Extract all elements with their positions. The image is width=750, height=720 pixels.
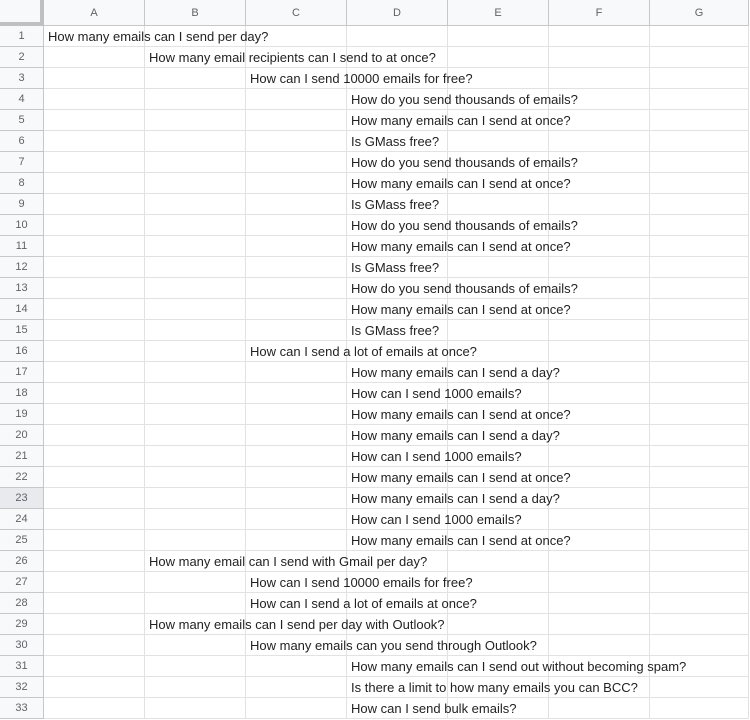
table-row	[0, 47, 750, 68]
row-header[interactable]: 9	[0, 194, 44, 215]
cell-text: How many emails can I send at once?	[351, 533, 571, 548]
cell-c[interactable]	[246, 362, 347, 383]
cell-b[interactable]	[145, 131, 246, 152]
cell-a[interactable]	[44, 173, 145, 194]
cell-b[interactable]	[145, 593, 246, 614]
cell-text: How can I send 10000 emails for free?	[250, 71, 473, 86]
row-cells	[44, 68, 750, 89]
cell-f[interactable]	[549, 131, 650, 152]
cell-b[interactable]	[145, 446, 246, 467]
column-header-row	[0, 0, 750, 26]
cell-c[interactable]	[246, 89, 347, 110]
cell-a[interactable]	[44, 362, 145, 383]
cell-c[interactable]	[246, 698, 347, 719]
cell-g[interactable]	[650, 362, 749, 383]
cell-a[interactable]	[44, 110, 145, 131]
row-cells	[44, 383, 750, 404]
cell-g[interactable]	[650, 215, 749, 236]
cell-a[interactable]	[44, 131, 145, 152]
column-header-d[interactable]: D	[347, 0, 448, 26]
row-header[interactable]: 20	[0, 425, 44, 446]
column-header-c[interactable]: C	[246, 0, 347, 26]
cell-a[interactable]	[44, 677, 145, 698]
table-row	[0, 467, 750, 488]
cell-e[interactable]	[448, 257, 549, 278]
cell-f[interactable]	[549, 614, 650, 635]
row-header[interactable]: 11	[0, 236, 44, 257]
cell-c[interactable]	[246, 257, 347, 278]
row-header[interactable]: 22	[0, 467, 44, 488]
cell-b[interactable]	[145, 677, 246, 698]
cell-text: How do you send thousands of emails?	[351, 92, 578, 107]
cell-text: How do you send thousands of emails?	[351, 218, 578, 233]
cell-text: How can I send 1000 emails?	[351, 449, 522, 464]
cell-b[interactable]	[145, 194, 246, 215]
cell-f[interactable]	[549, 593, 650, 614]
cell-g[interactable]	[650, 173, 749, 194]
cell-text: How many emails can I send a day?	[351, 491, 560, 506]
cell-text: How can I send a lot of emails at once?	[250, 596, 477, 611]
cell-b[interactable]	[145, 152, 246, 173]
cell-g[interactable]	[650, 593, 749, 614]
cell-f[interactable]	[549, 320, 650, 341]
cell-c[interactable]	[246, 236, 347, 257]
row-cells	[44, 341, 750, 362]
cell-b[interactable]	[145, 299, 246, 320]
row-header[interactable]: 21	[0, 446, 44, 467]
cell-b[interactable]	[145, 530, 246, 551]
table-row	[0, 446, 750, 467]
cell-f[interactable]	[549, 194, 650, 215]
table-row	[0, 425, 750, 446]
cell-g[interactable]	[650, 467, 749, 488]
cell-f[interactable]	[549, 572, 650, 593]
cell-g[interactable]	[650, 572, 749, 593]
table-row	[0, 131, 750, 152]
row-header[interactable]: 32	[0, 677, 44, 698]
cell-b[interactable]	[145, 635, 246, 656]
table-row	[0, 89, 750, 110]
cell-c[interactable]	[246, 131, 347, 152]
table-row	[0, 488, 750, 509]
row-cells	[44, 509, 750, 530]
table-row	[0, 173, 750, 194]
cell-a[interactable]	[44, 593, 145, 614]
cell-c[interactable]	[246, 173, 347, 194]
cell-b[interactable]	[145, 257, 246, 278]
cell-g[interactable]	[650, 299, 749, 320]
cell-a[interactable]	[44, 236, 145, 257]
row-header[interactable]: 10	[0, 215, 44, 236]
row-header[interactable]: 4	[0, 89, 44, 110]
cell-g[interactable]	[650, 488, 749, 509]
cell-f[interactable]	[549, 47, 650, 68]
row-cells	[44, 236, 750, 257]
row-header[interactable]: 13	[0, 278, 44, 299]
cell-f[interactable]	[549, 551, 650, 572]
row-header[interactable]: 6	[0, 131, 44, 152]
cell-a[interactable]	[44, 47, 145, 68]
table-row	[0, 341, 750, 362]
table-row	[0, 278, 750, 299]
cell-a[interactable]	[44, 404, 145, 425]
cell-text: How can I send a lot of emails at once?	[250, 344, 477, 359]
cell-g[interactable]	[650, 152, 749, 173]
cell-f[interactable]	[549, 509, 650, 530]
cell-g[interactable]	[650, 320, 749, 341]
row-cells	[44, 194, 750, 215]
row-cells	[44, 551, 750, 572]
cell-b[interactable]	[145, 215, 246, 236]
table-row	[0, 299, 750, 320]
cell-e[interactable]	[448, 47, 549, 68]
cell-b[interactable]	[145, 341, 246, 362]
cell-b[interactable]	[145, 362, 246, 383]
table-row	[0, 362, 750, 383]
row-header[interactable]: 17	[0, 362, 44, 383]
cell-text: How many emails can I send at once?	[351, 176, 571, 191]
cell-g[interactable]	[650, 68, 749, 89]
cell-f[interactable]	[549, 257, 650, 278]
cell-text: How many emails can I send at once?	[351, 470, 571, 485]
row-cells	[44, 47, 750, 68]
cell-e[interactable]	[448, 551, 549, 572]
cell-e[interactable]	[448, 131, 549, 152]
cell-e[interactable]	[448, 194, 549, 215]
column-header-g[interactable]: G	[650, 0, 749, 26]
cell-g[interactable]	[650, 698, 749, 719]
table-row	[0, 530, 750, 551]
grid-body	[0, 26, 750, 719]
row-header[interactable]: 7	[0, 152, 44, 173]
cell-b[interactable]	[145, 383, 246, 404]
cell-b[interactable]	[145, 110, 246, 131]
cell-e[interactable]	[448, 320, 549, 341]
cell-text: How many emails can I send out without becoming spam?	[351, 659, 687, 674]
cell-text: Is GMass free?	[351, 197, 440, 212]
cell-g[interactable]	[650, 236, 749, 257]
cell-c[interactable]	[246, 677, 347, 698]
table-row	[0, 110, 750, 131]
row-header[interactable]: 18	[0, 383, 44, 404]
cell-text: Is there a limit to how many emails you can BCC?	[351, 680, 638, 695]
row-cells	[44, 677, 750, 698]
table-row	[0, 68, 750, 89]
column-header-f[interactable]: F	[549, 0, 650, 26]
row-header[interactable]: 14	[0, 299, 44, 320]
cell-g[interactable]	[650, 614, 749, 635]
row-cells	[44, 572, 750, 593]
row-cells	[44, 530, 750, 551]
table-row	[0, 509, 750, 530]
cell-a[interactable]	[44, 530, 145, 551]
row-cells	[44, 614, 750, 635]
cell-a[interactable]	[44, 299, 145, 320]
cell-c[interactable]	[246, 425, 347, 446]
row-cells	[44, 656, 750, 677]
cell-b[interactable]	[145, 467, 246, 488]
table-row	[0, 572, 750, 593]
cell-a[interactable]	[44, 152, 145, 173]
cell-g[interactable]	[650, 89, 749, 110]
cell-text: Is GMass free?	[351, 260, 440, 275]
cell-b[interactable]	[145, 404, 246, 425]
row-cells	[44, 110, 750, 131]
row-cells	[44, 299, 750, 320]
cell-a[interactable]	[44, 635, 145, 656]
cell-a[interactable]	[44, 215, 145, 236]
row-cells	[44, 26, 750, 47]
cell-text: How can I send 10000 emails for free?	[250, 575, 473, 590]
table-row	[0, 614, 750, 635]
row-header[interactable]: 27	[0, 572, 44, 593]
cell-a[interactable]	[44, 656, 145, 677]
cell-g[interactable]	[650, 551, 749, 572]
table-row	[0, 26, 750, 47]
cell-c[interactable]	[246, 299, 347, 320]
cell-a[interactable]	[44, 509, 145, 530]
cell-f[interactable]	[549, 341, 650, 362]
cell-b[interactable]	[145, 320, 246, 341]
cell-text: How many emails can I send a day?	[351, 365, 560, 380]
table-row	[0, 593, 750, 614]
row-header[interactable]: 1	[0, 26, 44, 47]
row-header[interactable]: 24	[0, 509, 44, 530]
cell-g[interactable]	[650, 635, 749, 656]
row-cells	[44, 488, 750, 509]
cell-c[interactable]	[246, 446, 347, 467]
table-row	[0, 656, 750, 677]
cell-b[interactable]	[145, 656, 246, 677]
cell-b[interactable]	[145, 572, 246, 593]
row-cells	[44, 635, 750, 656]
cell-b[interactable]	[145, 236, 246, 257]
cell-c[interactable]	[246, 404, 347, 425]
column-header-e[interactable]: E	[448, 0, 549, 26]
table-row	[0, 320, 750, 341]
table-row	[0, 194, 750, 215]
cell-g[interactable]	[650, 194, 749, 215]
table-row	[0, 698, 750, 719]
cell-text: How can I send 1000 emails?	[351, 512, 522, 527]
cell-b[interactable]	[145, 698, 246, 719]
cell-f[interactable]	[549, 488, 650, 509]
cell-e[interactable]	[448, 614, 549, 635]
cell-f[interactable]	[549, 446, 650, 467]
row-cells	[44, 215, 750, 236]
cell-text: How many emails can I send at once?	[351, 302, 571, 317]
cell-e[interactable]	[448, 26, 549, 47]
column-header-b[interactable]: B	[145, 0, 246, 26]
cell-f[interactable]	[549, 362, 650, 383]
cell-c[interactable]	[246, 530, 347, 551]
row-header[interactable]: 30	[0, 635, 44, 656]
cell-c[interactable]	[246, 278, 347, 299]
cell-text: Is GMass free?	[351, 323, 440, 338]
row-cells	[44, 467, 750, 488]
cell-g[interactable]	[650, 530, 749, 551]
table-row	[0, 383, 750, 404]
cell-c[interactable]	[246, 383, 347, 404]
table-row	[0, 257, 750, 278]
cell-a[interactable]	[44, 614, 145, 635]
cell-a[interactable]	[44, 488, 145, 509]
table-row	[0, 551, 750, 572]
row-header[interactable]: 23	[0, 488, 44, 509]
cell-text: Is GMass free?	[351, 134, 440, 149]
row-header[interactable]: 15	[0, 320, 44, 341]
cell-c[interactable]	[246, 467, 347, 488]
cell-c[interactable]	[246, 488, 347, 509]
cell-a[interactable]	[44, 572, 145, 593]
row-cells	[44, 593, 750, 614]
cell-text: How can I send 1000 emails?	[351, 386, 522, 401]
row-cells	[44, 404, 750, 425]
cell-text: How many emails can you send through Outlook?	[250, 638, 537, 653]
row-cells	[44, 131, 750, 152]
row-cells	[44, 320, 750, 341]
row-cells	[44, 278, 750, 299]
cell-c[interactable]	[246, 320, 347, 341]
cell-f[interactable]	[549, 383, 650, 404]
cell-g[interactable]	[650, 383, 749, 404]
row-cells	[44, 362, 750, 383]
row-cells	[44, 446, 750, 467]
row-header[interactable]: 5	[0, 110, 44, 131]
row-header[interactable]: 8	[0, 173, 44, 194]
cell-c[interactable]	[246, 509, 347, 530]
row-header[interactable]: 31	[0, 656, 44, 677]
cell-a[interactable]	[44, 257, 145, 278]
cell-c[interactable]	[246, 110, 347, 131]
cell-g[interactable]	[650, 47, 749, 68]
cell-c[interactable]	[246, 152, 347, 173]
cell-g[interactable]	[650, 425, 749, 446]
cell-a[interactable]	[44, 194, 145, 215]
cell-f[interactable]	[549, 26, 650, 47]
row-header[interactable]: 25	[0, 530, 44, 551]
cell-d[interactable]	[347, 26, 448, 47]
table-row	[0, 215, 750, 236]
row-cells	[44, 89, 750, 110]
row-cells	[44, 257, 750, 278]
cell-a[interactable]	[44, 446, 145, 467]
table-row	[0, 635, 750, 656]
row-header[interactable]: 26	[0, 551, 44, 572]
row-header[interactable]: 2	[0, 47, 44, 68]
row-header[interactable]: 19	[0, 404, 44, 425]
cell-f[interactable]	[549, 698, 650, 719]
cell-text: How many emails can I send at once?	[351, 239, 571, 254]
table-row	[0, 152, 750, 173]
cell-b[interactable]	[145, 509, 246, 530]
cell-g[interactable]	[650, 341, 749, 362]
cell-a[interactable]	[44, 698, 145, 719]
cell-a[interactable]	[44, 341, 145, 362]
cell-a[interactable]	[44, 551, 145, 572]
cell-g[interactable]	[650, 110, 749, 131]
cell-b[interactable]	[145, 425, 246, 446]
cell-f[interactable]	[549, 68, 650, 89]
cell-text: How do you send thousands of emails?	[351, 155, 578, 170]
cell-c[interactable]	[246, 656, 347, 677]
cell-g[interactable]	[650, 131, 749, 152]
row-header[interactable]: 28	[0, 593, 44, 614]
row-cells	[44, 152, 750, 173]
cell-g[interactable]	[650, 257, 749, 278]
row-cells	[44, 173, 750, 194]
cell-a[interactable]	[44, 425, 145, 446]
row-header[interactable]: 16	[0, 341, 44, 362]
table-row	[0, 236, 750, 257]
cell-g[interactable]	[650, 446, 749, 467]
row-cells	[44, 698, 750, 719]
cell-text: How many emails can I send per day?	[48, 29, 269, 44]
cell-text: How many emails can I send at once?	[351, 113, 571, 128]
select-all-corner[interactable]	[0, 0, 44, 26]
row-header[interactable]: 3	[0, 68, 44, 89]
cell-text: How many email recipients can I send to at once?	[149, 50, 436, 65]
cell-b[interactable]	[145, 488, 246, 509]
cell-a[interactable]	[44, 467, 145, 488]
cell-text: How can I send bulk emails?	[351, 701, 517, 716]
row-cells	[44, 425, 750, 446]
cell-a[interactable]	[44, 383, 145, 404]
cell-a[interactable]	[44, 278, 145, 299]
cell-a[interactable]	[44, 89, 145, 110]
cell-b[interactable]	[145, 278, 246, 299]
cell-g[interactable]	[650, 278, 749, 299]
cell-g[interactable]	[650, 677, 749, 698]
cell-g[interactable]	[650, 509, 749, 530]
cell-f[interactable]	[549, 425, 650, 446]
cell-a[interactable]	[44, 68, 145, 89]
cell-c[interactable]	[246, 215, 347, 236]
table-row	[0, 677, 750, 698]
cell-b[interactable]	[145, 68, 246, 89]
cell-text: How do you send thousands of emails?	[351, 281, 578, 296]
row-header[interactable]: 33	[0, 698, 44, 719]
column-header-a[interactable]: A	[44, 0, 145, 26]
cell-c[interactable]	[246, 194, 347, 215]
table-row	[0, 404, 750, 425]
cell-f[interactable]	[549, 635, 650, 656]
row-header[interactable]: 29	[0, 614, 44, 635]
cell-text: How many emails can I send per day with Outlook?	[149, 617, 445, 632]
cell-text: How many emails can I send at once?	[351, 407, 571, 422]
cell-g[interactable]	[650, 404, 749, 425]
cell-text: How many email can I send with Gmail per day?	[149, 554, 428, 569]
cell-b[interactable]	[145, 89, 246, 110]
cell-text: How many emails can I send a day?	[351, 428, 560, 443]
row-header[interactable]: 12	[0, 257, 44, 278]
cell-a[interactable]	[44, 320, 145, 341]
cell-b[interactable]	[145, 173, 246, 194]
cell-g[interactable]	[650, 26, 749, 47]
